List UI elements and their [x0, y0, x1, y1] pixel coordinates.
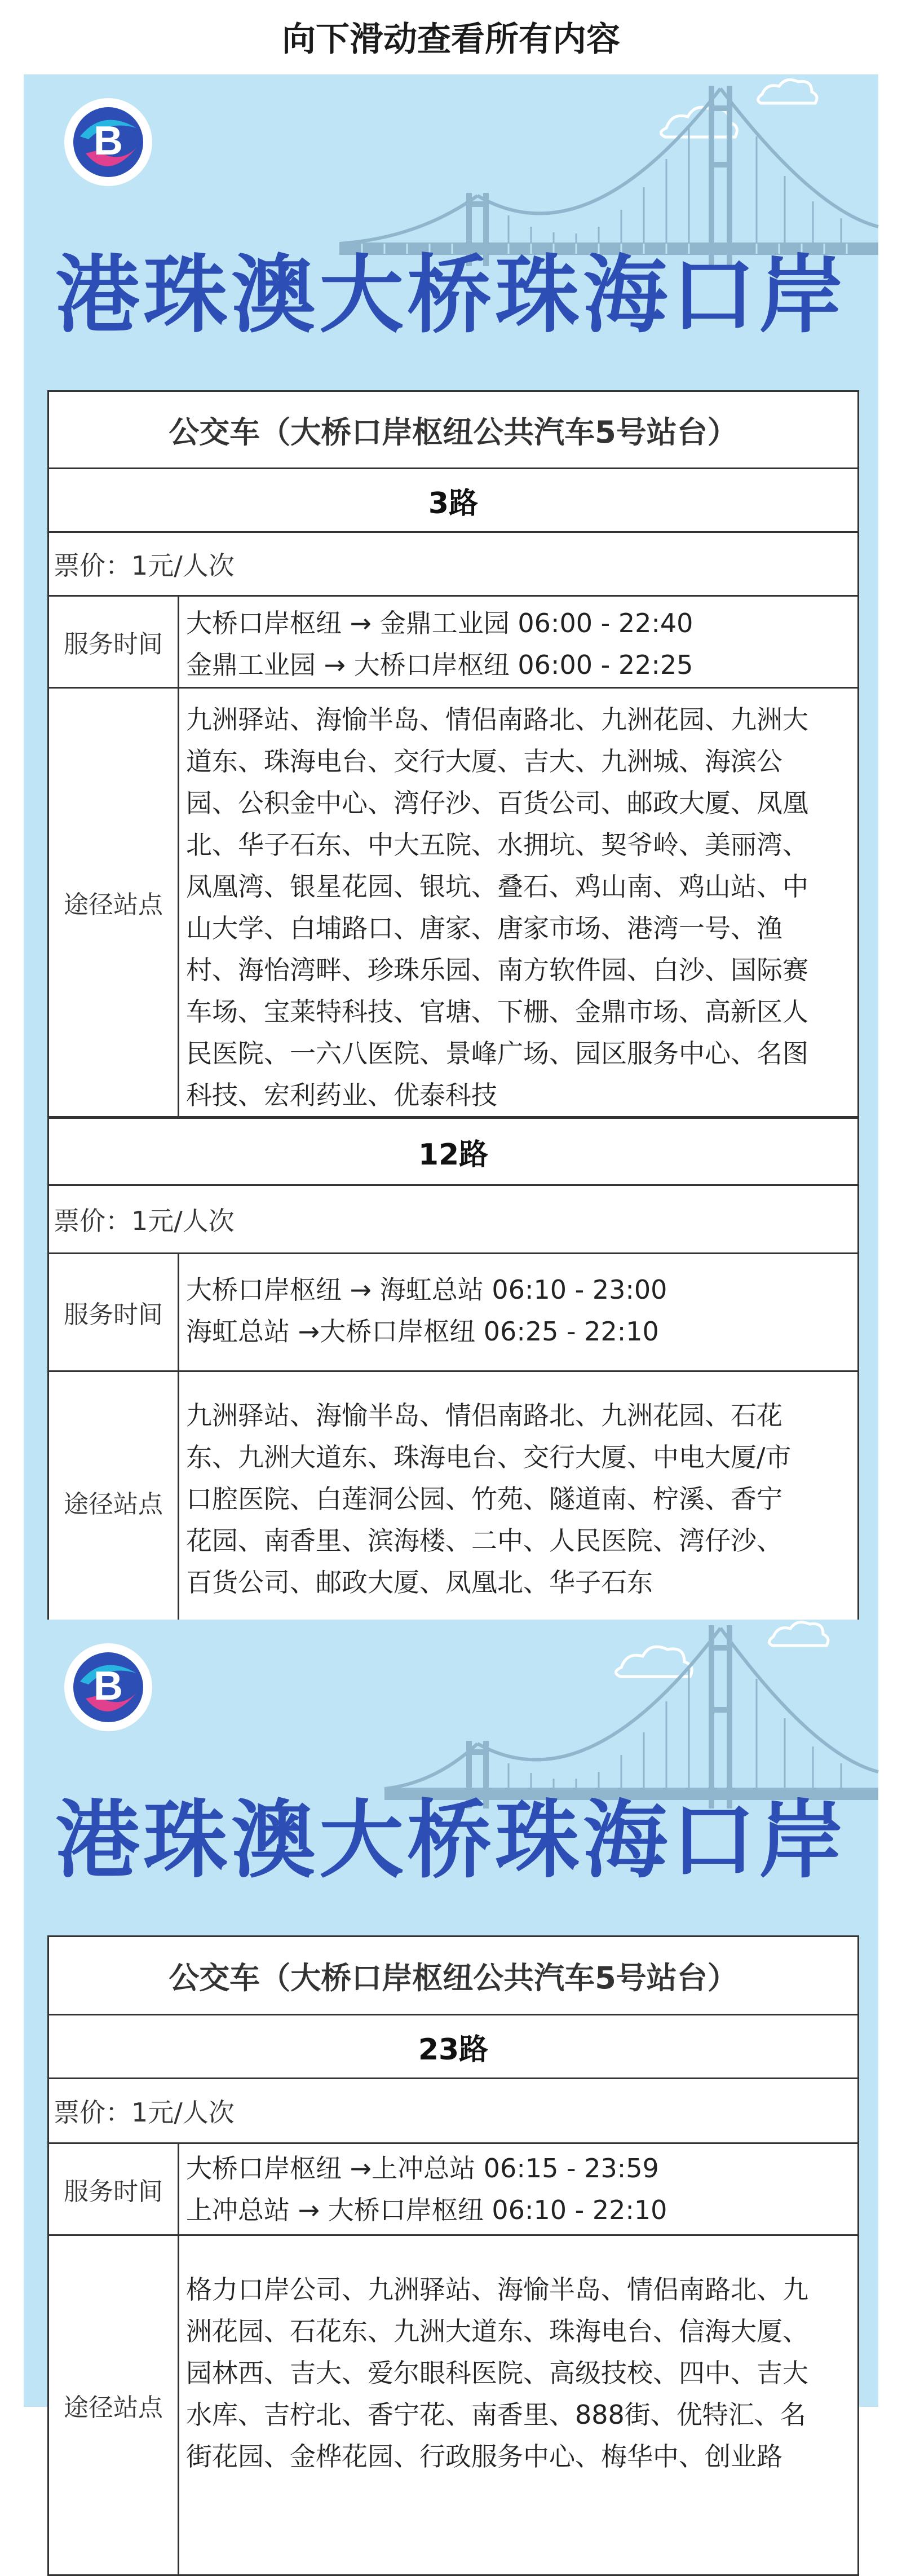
stops-line: 园林西、吉大、爱尔眼科医院、高级技校、四中、吉大 [186, 2358, 808, 2388]
stops-line: 街花园、金桦花园、行政服务中心、梅华中、创业路 [186, 2441, 782, 2472]
stops-line: 九洲驿站、海愉半岛、情侣南路北、九洲花园、九洲大 [186, 704, 808, 735]
bus-info-panel-1 [24, 74, 878, 1620]
stops-line: 洲花园、石花东、九洲大道东、珠海电台、信海大厦、 [186, 2316, 808, 2346]
service-time-line: 上冲总站 → 大桥口岸枢纽 06:10 - 22:10 [186, 2195, 667, 2225]
stops-line: 百货公司、邮政大厦、凤凰北、华子石东 [186, 1567, 653, 1598]
service-time-content [179, 1254, 857, 1370]
fare-text: 票价：1元/人次 [49, 1186, 857, 1254]
stops-line: 凤凰湾、银星花园、银坑、叠石、鸡山南、鸡山站、中 [186, 871, 808, 902]
stops-line: 北、华子石东、中大五院、水拥坑、契爷岭、美丽湾、 [186, 830, 808, 860]
cloud-icon [661, 80, 816, 137]
brand-title: 港珠澳大桥珠海口岸 [55, 1792, 847, 1890]
stops-line: 花园、南香里、滨海楼、二中、人民医院、湾仔沙、 [186, 1525, 782, 1556]
service-time-line: 大桥口岸枢纽 → 金鼎工业园 06:00 - 22:40 [186, 608, 693, 638]
service-time-row [49, 597, 857, 689]
stops-label: 途径站点 [49, 1372, 179, 1631]
b-logo-icon [63, 1642, 153, 1732]
stops-line: 道东、珠海电台、交行大厦、吉大、九洲城、海滨公 [186, 746, 782, 777]
stops-content [179, 1372, 857, 1631]
stops-line: 村、海怡湾畔、珍珠乐园、南方软件园、白沙、国际赛 [186, 955, 808, 985]
fare-text: 票价：1元/人次 [49, 2079, 857, 2144]
stops-row [49, 689, 857, 1119]
stops-line: 园、公积金中心、湾仔沙、百货公司、邮政大厦、凤凰 [186, 788, 808, 818]
stops-label: 途径站点 [49, 689, 179, 1116]
service-time-line: 海虹总站 →大桥口岸枢纽 06:25 - 22:10 [186, 1316, 659, 1347]
scroll-hint-title: 向下滑动查看所有内容 [282, 20, 620, 59]
bus-info-panel-2 [24, 1620, 878, 2472]
stops-line: 车场、宝莱特科技、官塘、下栅、金鼎市场、高新区人 [186, 996, 808, 1027]
stops-line: 水库、吉柠北、香宁花、南香里、888街、优特汇、名 [186, 2399, 806, 2430]
service-time-line: 大桥口岸枢纽 →上冲总站 06:15 - 23:59 [186, 2153, 659, 2184]
stops-content [179, 2236, 857, 2574]
fare-text: 票价：1元/人次 [49, 533, 857, 597]
route-name-3: 3路 [49, 469, 857, 533]
stops-label: 途径站点 [49, 2236, 179, 2574]
service-time-row [49, 2144, 857, 2236]
b-logo-icon [63, 97, 153, 187]
service-time-content [179, 2144, 857, 2234]
route-name-12: 12路 [49, 1119, 857, 1186]
route-name-23: 23路 [49, 2015, 857, 2079]
service-time-label: 服务时间 [49, 1254, 179, 1370]
stops-row [49, 2236, 857, 2574]
table-header: 公交车（大桥口岸枢纽公共汽车5号站台） [49, 392, 857, 469]
brand-title: 港珠澳大桥珠海口岸 [55, 246, 847, 345]
service-time-line: 金鼎工业园 → 大桥口岸枢纽 06:00 - 22:25 [186, 650, 693, 680]
stops-line: 民医院、一六八医院、景峰广场、园区服务中心、名图 [186, 1038, 808, 1069]
stops-line: 山大学、白埔路口、唐家、唐家市场、港湾一号、渔 [186, 913, 782, 943]
stops-line: 东、九洲大道东、珠海电台、交行大厦、中电大厦/市 [186, 1442, 792, 1472]
bus-route-table [47, 390, 859, 1633]
service-time-content [179, 597, 857, 687]
service-time-line: 大桥口岸枢纽 → 海虹总站 06:10 - 23:00 [186, 1274, 667, 1305]
stops-line: 口腔医院、白莲洞公园、竹苑、隧道南、柠溪、香宁 [186, 1484, 782, 1514]
stops-content [179, 689, 857, 1116]
service-time-label: 服务时间 [49, 2144, 179, 2234]
bus-route-table [47, 1935, 859, 2576]
stops-line: 九洲驿站、海愉半岛、情侣南路北、九洲花园、石花 [186, 1400, 782, 1431]
service-time-label: 服务时间 [49, 597, 179, 687]
table-header: 公交车（大桥口岸枢纽公共汽车5号站台） [49, 1937, 857, 2015]
stops-line: 格力口岸公司、九洲驿站、海愉半岛、情侣南路北、九 [186, 2274, 808, 2305]
service-time-row [49, 1254, 857, 1372]
stops-line: 科技、宏利药业、优泰科技 [186, 1080, 497, 1110]
svg-text:B: B [94, 1664, 123, 1709]
svg-text:B: B [94, 118, 123, 164]
stops-row [49, 1372, 857, 1631]
